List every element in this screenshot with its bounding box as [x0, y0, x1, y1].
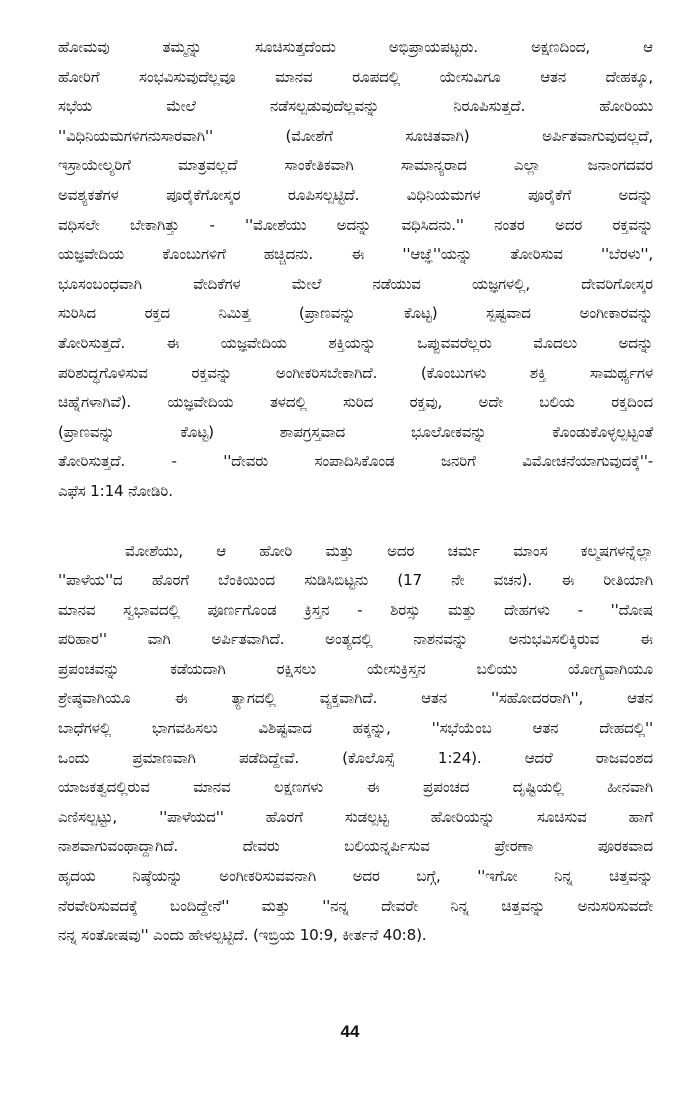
text-line: ಮಾನವ ಸ್ವಭಾವದಲ್ಲಿ ಪೂರ್ಣಗೊಂಡ ಕ್ರಿಸ್ತನ - ಶಿರಸ್ಸು ಮತ್ತು ದೇಹಗಳು - ''ದೋಷ: [58, 600, 653, 619]
text-line: ಒಂದು ಪ್ರಮಾಣವಾಗಿ ಪಡೆದಿದ್ದೇವೆ. (ಕೊಲೊಸ್ಸೆ 1:24). ಆದರೆ ರಾಜವಂಶದ: [58, 748, 653, 767]
page-number: 44: [340, 1022, 360, 1041]
text-line: ಬಾಧೆಗಳಲ್ಲಿ ಭಾಗವಹಿಸಲು ವಿಶಿಷ್ಟವಾದ ಹಕ್ಕನ್ನು, ''ಸಭೆಯೆಂಬ ಆತನ ದೇಹದಲ್ಲಿ'': [58, 719, 653, 738]
text-line: ಎಫೆಸ 1:14 ನೋಡಿರಿ.: [58, 481, 173, 500]
document-page: [58, 33, 653, 951]
text-line: ''ವಿಧಿನಿಯಮಗಳಿಗನುಸಾರವಾಗಿ'' (ಮೋಶೆಗೆ ಸೂಚಿತವಾಗಿ) ಅರ್ಪಿತವಾಗುವುದಲ್ಲದೆ,: [58, 126, 653, 145]
text-line: ಯಾಜಕತ್ವದಲ್ಲಿರುವ ಮಾನವ ಲಕ್ಷಣಗಳು ಈ ಪ್ರಪಂಚದ ದೃಷ್ಟಿಯಲ್ಲಿ ಹೀನವಾಗಿ: [58, 778, 653, 797]
text-line: ಸಭೆಯ ಮೇಲೆ ನಡೆಸಲ್ಪಡುವುದೆಲ್ಲವನ್ನು ನಿರೂಪಿಸುತ್ತದೆ. ಹೋರಿಯು: [58, 97, 653, 116]
text-line: ವಧಿಸಲೇ ಬೇಕಾಗಿತ್ತು - ''ಮೋಶೆಯು ಅದನ್ನು ವಧಿಸಿದನು.'' ನಂತರ ಅದರ ರಕ್ತವನ್ನು: [58, 215, 653, 234]
text-line: ನಾಶವಾಗುವಂಥಾದ್ದಾಗಿದೆ. ದೇವರು ಬಲಿಯನ್ನರ್ಪಿಸುವ ಪ್ರೇರಣಾ ಪೂರಕವಾದ: [58, 837, 653, 856]
text-line: ಹೃದಯ ನಿಷ್ಠೆಯನ್ನು ಅಂಗೀಕರಿಸುವವನಾಗಿ ಅದರ ಬಗ್ಗೆ, ''ಇಗೋ ನಿನ್ನ ಚಿತ್ತವನ್ನು: [58, 867, 653, 886]
text-line: ಅವಶ್ಯಕತೆಗಳ ಪೂರೈಕೆಗೋಸ್ಕರ ರೂಪಿಸಲ್ಪಟ್ಟಿದೆ. ವಿಧಿನಿಯಮಗಳ ಪೂರೈಕೆಗೆ ಅದನ್ನು: [58, 185, 653, 204]
text-line: ಯಜ್ಞವೇದಿಯ ಕೊಂಬುಗಳಿಗೆ ಹಚ್ಚಿದನು. ಈ ''ಆಜ್ಞೆ''ಯನ್ನು ತೋರಿಸುವ ''ಬೆರಳು'',: [58, 245, 653, 264]
text-line: ಎಣಿಸಲ್ಪಟ್ಟು, ''ಪಾಳೆಯದ'' ಹೊರಗೆ ಸುಡಲ್ಪಟ್ಟ ಹೋರಿಯನ್ನು ಸೂಚಿಸುವ ಹಾಗೆ: [58, 807, 653, 826]
text-line: ಹೋಮವು ತಮ್ಮನ್ನು ಸೂಚಿಸುತ್ತದೆಂದು ಅಭಿಪ್ರಾಯಪಟ್ಟರು. ಅಕ್ಷಣದಿಂದ, ಆ: [58, 38, 653, 56]
text-line: ನನ್ನ ಸಂತೋಷವು'' ಎಂದು ಹೇಳಲ್ಪಟ್ಟಿದೆ. (ಇಬ್ರಿಯ 10:9, ಕೀರ್ತನೆ 40:8).: [58, 926, 427, 945]
text-line: ಸುರಿಸಿದ ರಕ್ತದ ನಿಮಿತ್ತ (ಪ್ರಾಣವನ್ನು ಕೊಟ್ಟ) ಸ್ಪಷ್ಟವಾದ ಅಂಗೀಕಾರವನ್ನು: [58, 304, 653, 323]
text-line: ಪ್ರಪಂಚವನ್ನು ಕಡೆಯದಾಗಿ ರಕ್ಷಿಸಲು ಯೇಸುಕ್ರಿಸ್ತನ ಬಲಿಯು ಯೋಗ್ಯವಾಗಿಯೂ: [58, 659, 653, 678]
text-line: ಭೂಸಂಬಂಧವಾಗಿ ವೇದಿಕೆಗಳ ಮೇಲೆ ನಡೆಯುವ ಯಜ್ಞಗಳಲ್ಲಿ, ದೇವರಿಗೋಸ್ಕರ: [58, 274, 653, 293]
text-line: ''ಪಾಳೆಯ''ದ ಹೊರಗೆ ಬೆಂಕಿಯಿಂದ ಸುಡಿಸಿಬಿಟ್ಟನು (17 ನೇ ವಚನ). ಈ ರೀತಿಯಾಗಿ: [58, 571, 653, 590]
text-line: ಇಸ್ರಾಯೇಲ್ಯರಿಗೆ ಮಾತ್ರವಲ್ಲದೆ ಸಾಂಕೇತಿಕವಾಗಿ ಸಾಮಾನ್ಯರಾದ ಎಲ್ಲಾ ಜನಾಂಗದವರ: [58, 156, 653, 175]
text-line: ನೆರವೇರಿಸುವದಕ್ಕೆ ಬಂದಿದ್ದೇನೆ'' ಮತ್ತು ''ನನ್ನ ದೇವರೇ ನಿನ್ನ ಚಿತ್ತವನ್ನು ಅನುಸರಿಸುವದೇ: [58, 896, 653, 915]
paragraph-2: [58, 537, 653, 951]
text-line: ತೋರಿಸುತ್ತದೆ. - ''ದೇವರು ಸಂಪಾದಿಸಿಕೊಂಡ ಜನರಿಗೆ ವಿಮೋಚನೆಯಾಗುವುದಕ್ಕೆ''-: [58, 452, 653, 471]
text-line: ಪರಿಹಾರ'' ವಾಗಿ ಅರ್ಪಿತವಾಗಿದೆ. ಅಂತ್ಯದಲ್ಲಿ ನಾಶನವನ್ನು ಅನುಭವಿಸಲಿಕ್ಕಿರುವ ಈ: [58, 630, 653, 649]
text-line: ಹೋರಿಗೆ ಸಂಭವಿಸುವುದೆಲ್ಲವೂ ಮಾನವ ರೂಪದಲ್ಲಿ ಯೇಸುವಿಗೂ ಆತನ ದೇಹಕ್ಕೂ,: [58, 67, 653, 86]
paragraph-1: [58, 33, 653, 507]
text-line: ಪರಿಶುದ್ಧಗೊಳಿಸುವ ರಕ್ತವನ್ನು ಅಂಗೀಕರಿಸಬೇಕಾಗಿದೆ. (ಕೊಂಬುಗಳು ಶಕ್ತಿ ಸಾಮರ್ಥ್ಯಗಳ: [58, 363, 653, 382]
text-line: ತೋರಿಸುತ್ತದೆ. ಈ ಯಜ್ಞವೇದಿಯ ಶಕ್ತಿಯನ್ನು ಒಪ್ಪುವವರೆಲ್ಲರು ಮೊದಲು ಅದನ್ನು: [58, 333, 653, 352]
text-line: (ಪ್ರಾಣವನ್ನು ಕೊಟ್ಟ) ಶಾಪಗ್ರಸ್ತವಾದ ಭೂಲೋಕವನ್ನು ಕೊಂಡುಕೊಳ್ಳಲ್ಪಟ್ಟಂತೆ: [58, 422, 653, 441]
paragraph-spacer: [58, 507, 653, 537]
text-line: ಶ್ರೇಷ್ಠವಾಗಿಯೂ ಈ ತ್ಯಾಗದಲ್ಲಿ ವ್ಯಕ್ತವಾಗಿದೆ. ಆತನ ''ಸಹೋದರರಾಗಿ'', ಆತನ: [58, 689, 653, 708]
text-line: ಚಿಹ್ನೆಗಳಾಗಿವೆ). ಯಜ್ಞವೇದಿಯ ತಳದಲ್ಲಿ ಸುರಿದ ರಕ್ತವು, ಅದೇ ಬಲಿಯ ರಕ್ತದಿಂದ: [58, 393, 653, 412]
text-line: ಮೋಶೆಯು, ಆ ಹೋರಿ ಮತ್ತು ಅದರ ಚರ್ಮ ಮಾಂಸ ಕಲ್ಮಷಗಳನ್ನೆಲ್ಲಾ: [125, 541, 653, 560]
